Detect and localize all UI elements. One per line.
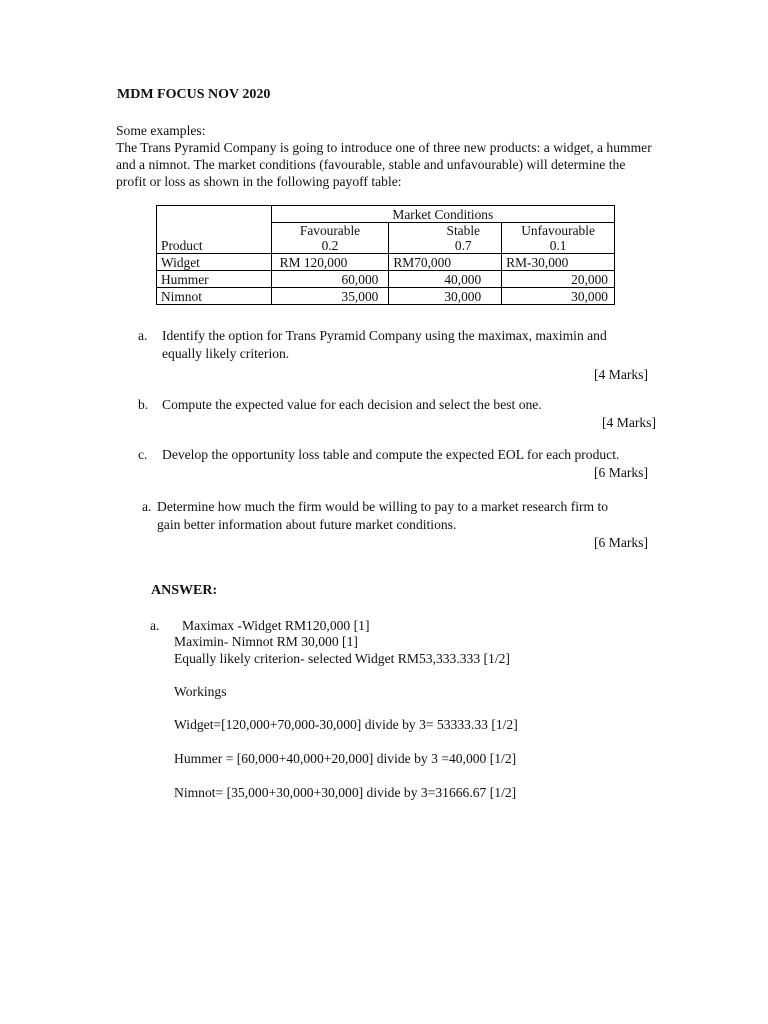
value-cell: RM70,000: [389, 254, 502, 271]
value-cell: 30,000: [502, 288, 615, 305]
question-text: Determine how much the firm would be willing to pay to a market research firm to gain better information about future market conditions.: [157, 499, 609, 532]
question-text: Develop the opportunity loss table and compute the expected EOL for each product.: [162, 447, 620, 462]
value-cell: 20,000: [502, 271, 615, 288]
table-column-header-row: [157, 223, 615, 254]
question-label: a.: [142, 499, 152, 514]
question-text: Identify the option for Trans Pyramid Company using the maximax, maximin and equally likely criterion.: [162, 328, 607, 361]
intro-lead: Some examples:: [116, 123, 206, 138]
product-cell: Hummer: [157, 271, 272, 288]
table-row: [157, 254, 615, 271]
column-header-stable: [389, 223, 502, 254]
product-header: Product: [157, 223, 272, 254]
answer-line-hummer: Hummer = [60,000+40,000+20,000] divide by 3 =40,000 [1/2]: [174, 751, 517, 766]
value-cell: 40,000: [389, 271, 502, 288]
question-marks: [6 Marks]: [594, 465, 648, 480]
question-d: [142, 498, 652, 552]
payoff-table: [156, 205, 615, 305]
value-cell: 30,000: [389, 288, 502, 305]
answer-line-workings: Workings: [174, 684, 227, 699]
answer-heading: ANSWER:: [151, 583, 218, 598]
question-c: [138, 446, 648, 482]
question-marks: [4 Marks]: [594, 367, 648, 382]
answer-label: a.: [150, 618, 160, 633]
document-title: MDM FOCUS NOV 2020: [117, 87, 271, 102]
value-cell: 35,000: [271, 288, 389, 305]
table-row: [157, 271, 615, 288]
table-group-header-row: [157, 206, 615, 223]
question-label: c.: [138, 447, 148, 462]
answer-line-widget: Widget=[120,000+70,000-30,000] divide by 3= 53333.33 [1/2]: [174, 717, 518, 732]
value-cell: RM 120,000: [271, 254, 389, 271]
column-probability: 0.7: [454, 238, 472, 253]
value-cell: 60,000: [271, 271, 389, 288]
answer-line-maximax: Maximax -Widget RM120,000 [1]: [182, 618, 370, 633]
answer-line-nimnot: Nimnot= [35,000+30,000+30,000] divide by 3=31666.67 [1/2]: [174, 785, 517, 800]
column-name: Unfavourable: [521, 223, 595, 238]
question-text: Compute the expected value for each decision and select the best one.: [162, 397, 542, 412]
intro-section: [116, 122, 656, 190]
table-corner-cell: [157, 206, 272, 223]
table-row: [157, 288, 615, 305]
answer-line-maximin: Maximin- Nimnot RM 30,000 [1]: [174, 634, 358, 649]
question-a: [138, 327, 648, 384]
column-probability: 0.2: [321, 238, 339, 253]
question-label: b.: [138, 397, 149, 412]
question-marks: [6 Marks]: [594, 535, 648, 550]
answer-line-equally-likely: Equally likely criterion- selected Widget RM53,333.333 [1/2]: [174, 651, 510, 666]
product-cell: Nimnot: [157, 288, 272, 305]
column-header-favourable: [271, 223, 389, 254]
column-probability: 0.1: [549, 238, 567, 253]
column-name: Stable: [446, 223, 480, 238]
product-cell: Widget: [157, 254, 272, 271]
column-header-unfavourable: [502, 223, 615, 254]
market-conditions-header: Market Conditions: [271, 206, 614, 223]
value-cell: RM-30,000: [502, 254, 615, 271]
question-marks: [4 Marks]: [602, 415, 656, 430]
question-b: [138, 396, 656, 432]
column-name: Favourable: [299, 223, 361, 238]
question-label: a.: [138, 328, 148, 343]
intro-body: The Trans Pyramid Company is going to introduce one of three new products: a widget, a hummer and a nimnot. The market conditions (favourable, stable and unfavourable) will determine the profit or loss as shown in the following payoff table:: [116, 140, 652, 189]
